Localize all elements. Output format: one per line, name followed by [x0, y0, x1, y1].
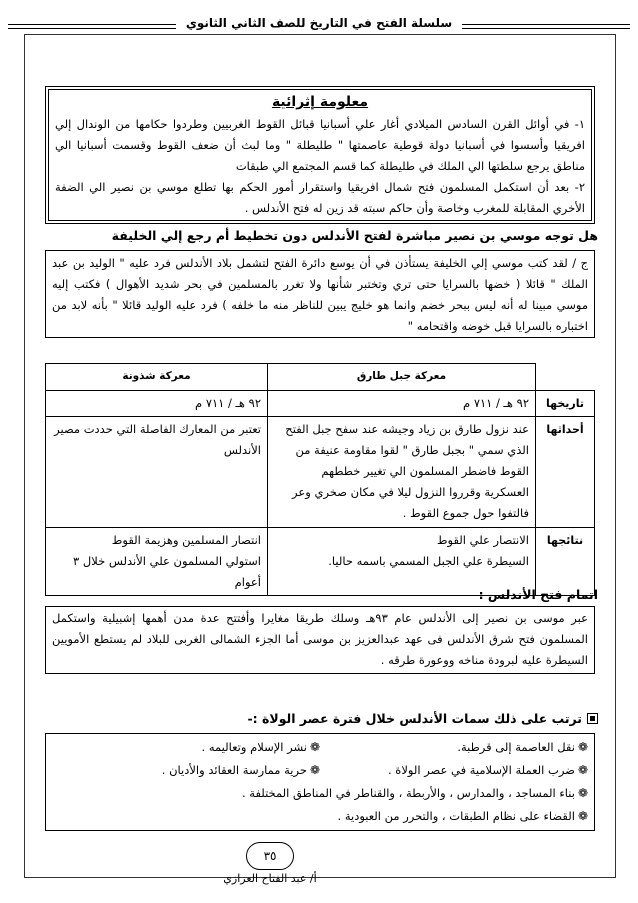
- info-paragraph-2: ٢- بعد أن استكمل المسلمون فتح شمال افريقيا واستقرار أمور الحكم بها تطلع موسي بن نصير الي الضفة الأخري المقابلة للمغرب وخاصة وأن حاكم سبته قد زين له فتح الأندلس .: [55, 180, 585, 215]
- table-row: [46, 391, 595, 417]
- feature-item: ❁ ضرب العملة الإسلامية في عصر الولاة .: [320, 759, 588, 782]
- flower-bullet-icon: ❁: [309, 740, 320, 754]
- info-box-inner: [48, 89, 592, 221]
- cell: الانتصار علي القوط السيطرة علي الجبل المسمي باسمه حاليا.: [268, 528, 536, 596]
- feature-item: ❁ نقل العاصمة إلى قرطبة.: [320, 736, 588, 759]
- table-row: [46, 417, 595, 528]
- table-header-row: [46, 364, 595, 391]
- completion-title: اتمام فتح الأندلس :: [478, 587, 598, 602]
- features-box: [45, 733, 595, 831]
- answer-box: [45, 250, 595, 338]
- completion-box: [45, 606, 595, 674]
- author-name: أ/ عبد الفتاح العزازي: [223, 872, 317, 885]
- flower-bullet-icon: ❁: [577, 740, 588, 754]
- info-box: [45, 86, 595, 224]
- flower-bullet-icon: ❁: [577, 809, 588, 823]
- col-header-gibraltar: معركة جبل طارق: [268, 364, 536, 391]
- features-title: ترتب على ذلك سمات الأندلس خلال فترة عصر الولاة :-: [247, 711, 582, 726]
- features-heading: [247, 711, 598, 726]
- info-title: معلومة إثرائية: [271, 94, 369, 110]
- cell: تعتبر من المعارك الفاصلة التي حددت مصير الأندلس: [46, 417, 268, 528]
- feature-item: ❁ حرية ممارسة العقائد والأديان .: [52, 759, 320, 782]
- cell: انتصار المسلمين وهزيمة القوط استولي المسلمون علي الأندلس خلال ٣ أعوام: [46, 528, 268, 596]
- answer-text: ج / لقد كتب موسي إلي الخليفة يستأذن في أن يوسع دائرة الفتح لتشمل بلاد الأندلس فرد عليه " الوليد بن عبد الملك " قائلا ( خضها بالسرايا حتى تري وتختبر شأنها ولا تغرر بالمسلمين في بحر شديد الأهوال ) فكتب إليه موسي مبينا له أنه ليس ببحر خضم وانما هو خليج يبين للناظر منه ما خلفه ) فرد عليه الوليد قائلا " بأنه لابد من اختباره بالسرايا قبل خوضه واقتحامه ": [52, 256, 588, 333]
- cell: ٩٢ هـ / ٧١١ م: [46, 391, 268, 417]
- feature-item: ❁ القضاء على نظام الطبقات ، والتحرر من العبودية .: [52, 805, 588, 828]
- cell: عند نزول طارق بن زياد وجيشه عند سفح جبل الفتح الذي سمي " بجبل طارق " لقوا مقاومة عنيفة من القوط فاضطر المسلمون الي تغيير خططهم العسكرية وقرروا النزول ليلا في مكان صخري وعر فالتفوا حول جموع القوط .: [268, 417, 536, 528]
- row-label: أحداثها: [536, 417, 595, 528]
- page-number: ٣٥: [246, 842, 294, 870]
- cell: ٩٢ هـ / ٧١١ م: [268, 391, 536, 417]
- table-row: [46, 528, 595, 596]
- series-title: سلسلة الفتح في التاريخ للصف الثاني الثانوي: [176, 16, 462, 30]
- battles-table: [45, 363, 595, 596]
- square-bullet-icon: [587, 713, 598, 724]
- info-paragraph-1: ١- في أوائل القرن السادس الميلادي أغار علي أسبانيا قبائل القوط الغربيين وطردوا حكامها من الوندال إلي افريقيا وأسسوا في أسبانيا دولة قوطية عاصمتها " طليطلة " وما لبث أن ضعف القوط وقسمت أسبانيا الي مناطق يرجع سلطتها الي الملك في طليطلة كما قسم المجتمع الي طبقات: [55, 117, 585, 173]
- row-label: تاريخها: [536, 391, 595, 417]
- flower-bullet-icon: ❁: [577, 786, 588, 800]
- page-footer: [170, 842, 370, 885]
- flower-bullet-icon: ❁: [309, 763, 320, 777]
- features-grid: [46, 734, 594, 830]
- feature-item: ❁ بناء المساجد ، والمدارس ، والأربطة ، والقناطر في المناطق المختلفة .: [52, 782, 588, 805]
- table-corner: [536, 364, 595, 391]
- row-label: نتائجها: [536, 528, 595, 596]
- feature-item: ❁ نشر الإسلام وتعاليمه .: [52, 736, 320, 759]
- completion-text: عبر موسى بن نصير إلى الأندلس عام ٩٣هـ وسلك طريقا مغايرا وأفتتح عدة مدن أهمها إشبيلية واستكمل المسلمون فتح شرق الأندلس فى عهد عبدالعزيز بن موسى أما الجزء الشمالى الغربى للبلاد لم يستطع الأمويين السيطرة عليه لبرودة مناخه ووعورة طرقه .: [52, 611, 588, 667]
- flower-bullet-icon: ❁: [577, 763, 588, 777]
- col-header-shadhuna: معركة شذونة: [46, 364, 268, 391]
- question-heading: هل توجه موسي بن نصير مباشرة لفتح الأندلس دون تخطيط أم رجع إلي الخليفة: [111, 228, 598, 243]
